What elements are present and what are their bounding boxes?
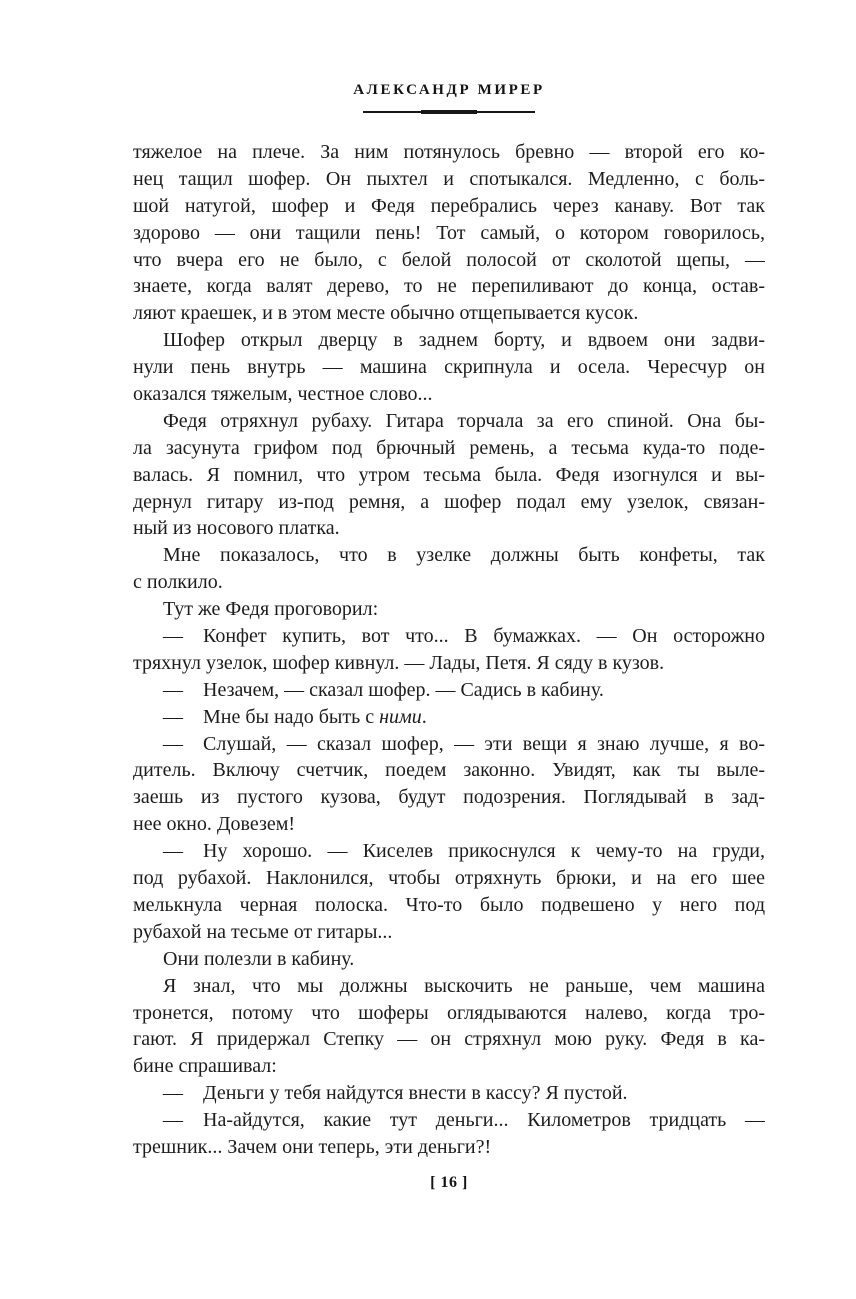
text-line: знаете, когда валят дерево, то не перепиливают до конца, остав-	[133, 275, 765, 298]
text-line: — Слушай, — сказал шофер, — эти вещи я знаю лучше, я во-	[163, 732, 765, 755]
text-line: шой натугой, шофер и Федя перебрались через канаву. Вот так	[133, 194, 765, 217]
text-line: рубахой на тесьме от гитары...	[133, 920, 393, 943]
text-line: мелькнула черная полоска. Что-то было подвешено у него под	[133, 893, 765, 916]
text-line: — Незачем, — сказал шофер. — Садись в кабину.	[163, 678, 604, 701]
text-line: Шофер открыл дверцу в заднем борту, и вдвоем они задви-	[163, 329, 765, 352]
text-line: — Деньги у тебя найдутся внести в кассу? Я пустой.	[163, 1082, 628, 1105]
text-line: под рубахой. Наклонился, чтобы отряхнуть брюки, и на его шее	[133, 867, 765, 890]
header-divider-rule	[133, 108, 765, 116]
text-line: оказался тяжелым, честное слово...	[133, 383, 433, 406]
running-head-author: АЛЕКСАНДР МИРЕР	[353, 82, 545, 98]
text-line: тяжелое на плече. За ним потянулось бревно — второй его ко-	[133, 141, 765, 163]
text-line: Тут же Федя проговорил:	[163, 598, 379, 621]
text-line: бине спрашивал:	[133, 1055, 277, 1078]
text-line: что вчера его не было, с белой полосой от сколотой щепы, —	[133, 248, 765, 271]
text-line: — Мне бы надо быть с ними.	[163, 705, 427, 728]
divider-segment	[391, 111, 421, 113]
text-line: трешник... Зачем они теперь, эти деньги?!	[133, 1135, 492, 1158]
text-line: валась. Я помнил, что утром тесьма была. Федя изогнулся и вы-	[133, 463, 765, 486]
body-text	[133, 139, 765, 1161]
text-line: нули пень внутрь — машина скрипнула и осела. Чересчур он	[133, 356, 765, 379]
text-line: Мне показалось, что в узелке должны быть конфеты, так	[163, 544, 765, 567]
text-line: — Ну хорошо. — Киселев прикоснулся к чему-то на груди,	[163, 840, 765, 863]
divider-segment	[477, 111, 507, 113]
text-line: дитель. Включу счетчик, поедем законно. Увидят, как ты выле-	[133, 759, 765, 782]
divider-segment	[421, 110, 477, 114]
text-line: — На-айдутся, какие тут деньги... Километров тридцать —	[163, 1109, 765, 1132]
divider-segment	[363, 111, 391, 112]
text-line: ный из носового платка.	[133, 517, 340, 540]
text-line: Я знал, что мы должны выскочить не раньше, чем машина	[163, 974, 765, 997]
divider-segment	[507, 111, 535, 112]
text-line: гают. Я придержал Степку — он стряхнул мою руку. Федя в ка-	[133, 1028, 765, 1051]
text-line: здорово — они тащили пень! Тот самый, о котором говорилось,	[133, 221, 765, 244]
text-line: нее окно. Довезем!	[133, 813, 296, 836]
text-line: тронется, потому что шоферы оглядываются налево, когда тро-	[133, 1001, 765, 1024]
text-line: тряхнул узелок, шофер кивнул. — Лады, Петя. Я сяду в кузов.	[133, 651, 665, 674]
text-line: с полкило.	[133, 571, 223, 594]
text-line: заешь из пустого кузова, будут подозрения. Поглядывай в зад-	[133, 786, 765, 809]
page-number: [ 16 ]	[430, 1174, 468, 1191]
text-line: ла засунута грифом под брючный ремень, а тесьма куда-то поде-	[133, 436, 765, 459]
text-line: нец тащил шофер. Он пыхтел и спотыкался. Медленно, с боль-	[133, 167, 765, 190]
text-line: Они полезли в кабину.	[163, 947, 355, 970]
text-line: дернул гитару из-под ремня, а шофер подал ему узелок, связан-	[133, 490, 765, 513]
text-line: Федя отряхнул рубаху. Гитара торчала за его спиной. Она бы-	[163, 409, 765, 432]
text-line: ляют краешек, и в этом месте обычно отщепывается кусок.	[133, 302, 639, 325]
text-line: — Конфет купить, вот что... В бумажках. — Он осторожно	[163, 625, 765, 648]
